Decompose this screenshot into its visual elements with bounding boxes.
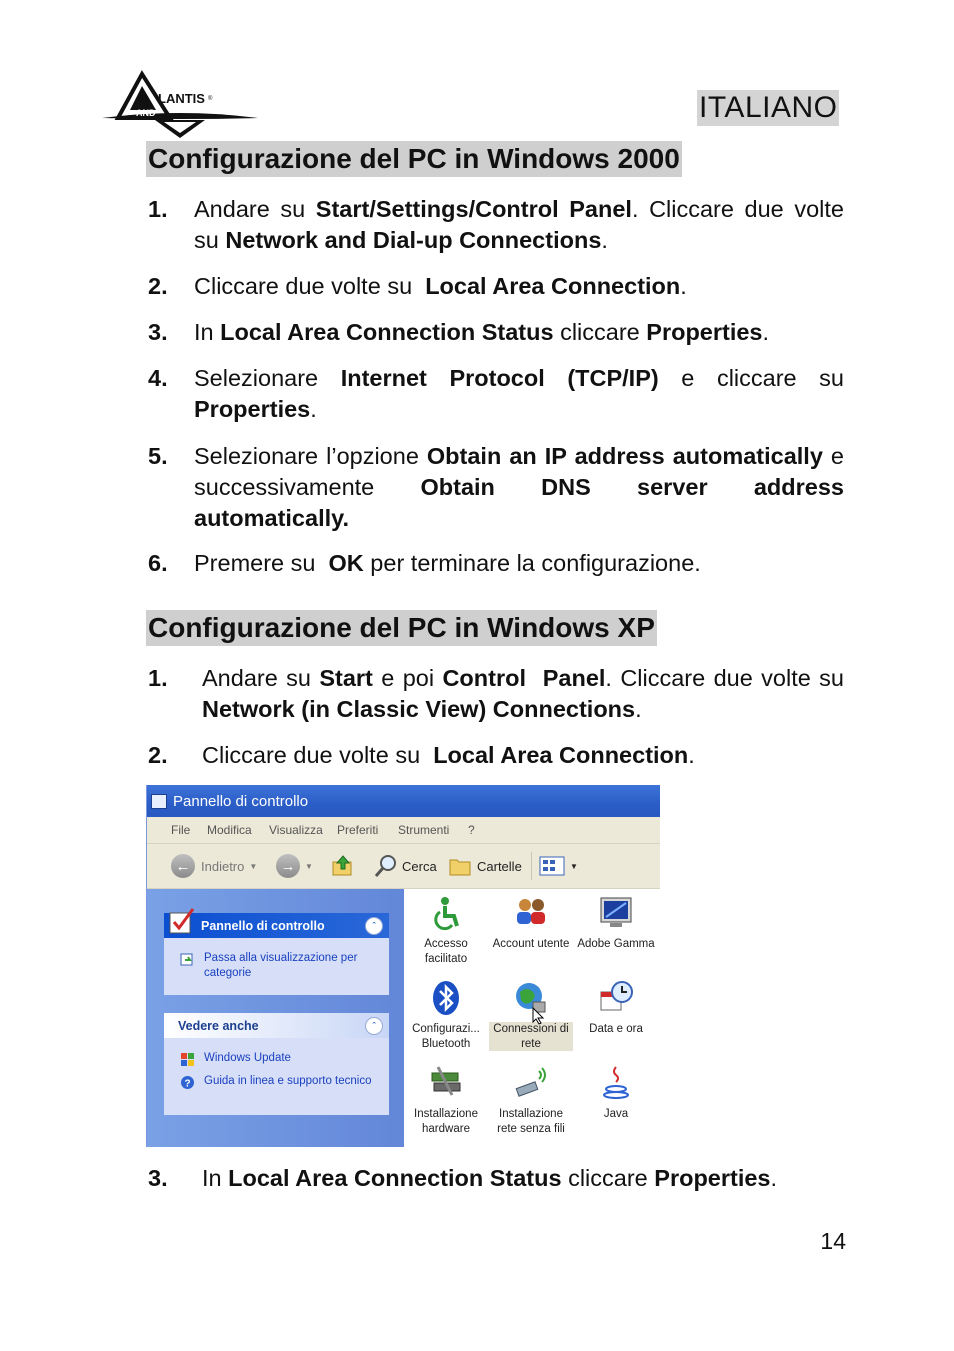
task-box-header[interactable]: Pannello di controllo ˆ bbox=[164, 913, 389, 938]
svg-text:®: ® bbox=[208, 96, 213, 102]
window-titlebar bbox=[147, 785, 660, 817]
help-support-link[interactable]: ? Guida in linea e supporto tecnico bbox=[164, 1074, 389, 1089]
date-time-icon bbox=[598, 980, 634, 1016]
switch-category-view-link[interactable]: Passa alla visualizzazione per categorie bbox=[164, 951, 389, 980]
add-hardware-item[interactable]: Installazione hardware bbox=[404, 1065, 488, 1136]
windows-update-icon bbox=[180, 1052, 195, 1067]
section-title-windows-2000: Configurazione del PC in Windows 2000 bbox=[146, 141, 682, 177]
collapse-chevron-icon[interactable]: ˆ bbox=[365, 917, 383, 935]
accessibility-icon bbox=[428, 895, 464, 931]
see-also-task-box bbox=[164, 1013, 389, 1115]
search-icon bbox=[373, 853, 399, 879]
chevron-down-icon: ▼ bbox=[249, 861, 258, 871]
user-accounts-item[interactable]: Account utente bbox=[489, 895, 573, 952]
search-button[interactable]: Cerca bbox=[373, 852, 437, 880]
menu-file[interactable]: File bbox=[171, 823, 191, 837]
control-panel-screenshot bbox=[146, 785, 660, 1147]
hardware-icon bbox=[428, 1065, 464, 1101]
xp-step-2: 2. Cliccare due volte su Local Area Connection. bbox=[148, 742, 695, 768]
java-item[interactable]: Java bbox=[574, 1065, 658, 1122]
mouse-pointer-icon bbox=[532, 1007, 544, 1025]
user-accounts-icon bbox=[513, 895, 549, 931]
toolbar-divider bbox=[531, 852, 532, 880]
w2000-step-3: 3. In Local Area Connection Status cliccare Properties. bbox=[148, 319, 770, 345]
window-title: Pannello di controllo bbox=[173, 793, 309, 810]
control-panel-task-box bbox=[164, 913, 389, 995]
help-icon bbox=[180, 1075, 195, 1090]
java-coffee-icon bbox=[598, 1065, 634, 1101]
up-folder-button[interactable] bbox=[331, 852, 355, 880]
w2000-step-2: 2. Cliccare due volte su Local Area Connection. bbox=[148, 273, 687, 299]
adobe-gamma-item[interactable]: Adobe Gamma bbox=[574, 895, 658, 952]
menu-help[interactable]: ? bbox=[468, 823, 475, 837]
svg-text:AND: AND bbox=[136, 108, 156, 118]
back-button[interactable]: ← Indietro ▼ bbox=[171, 852, 257, 880]
svg-text:LANTIS: LANTIS bbox=[158, 91, 205, 106]
network-connections-item[interactable]: Connessioni di rete bbox=[489, 980, 573, 1051]
atlantis-land-logo bbox=[100, 70, 260, 140]
page-number: 14 bbox=[820, 1228, 846, 1254]
menu-strumenti[interactable]: Strumenti bbox=[398, 823, 450, 837]
views-button[interactable] bbox=[539, 852, 578, 880]
see-also-header[interactable]: Vedere anche ˆ bbox=[164, 1013, 389, 1038]
menu-bar bbox=[147, 817, 660, 844]
task-pane bbox=[147, 889, 404, 1147]
folders-icon bbox=[448, 855, 472, 877]
date-time-item[interactable]: Data e ora bbox=[574, 980, 658, 1037]
views-icon bbox=[539, 855, 565, 877]
monitor-icon bbox=[598, 895, 634, 931]
folders-button[interactable]: Cartelle bbox=[448, 852, 522, 880]
w2000-step-5: 5. Selezionare l’opzione Obtain an IP address automatically e successivamente Obtain DNS server address automatically. bbox=[148, 443, 844, 531]
chevron-down-icon: ▼ bbox=[305, 861, 313, 871]
forward-arrow-icon: → bbox=[276, 854, 300, 878]
windows-update-link[interactable]: Windows Update bbox=[164, 1051, 389, 1066]
up-folder-icon bbox=[331, 854, 355, 878]
section-title-windows-xp: Configurazione del PC in Windows XP bbox=[146, 610, 657, 646]
control-panel-icon bbox=[151, 794, 167, 809]
back-arrow-icon: ← bbox=[171, 854, 195, 878]
control-panel-check-icon bbox=[168, 907, 196, 937]
forward-button[interactable] bbox=[276, 852, 313, 880]
w2000-step-4: 4. Selezionare Internet Protocol (TCP/IP) e cliccare su Properties. bbox=[148, 365, 844, 422]
svg-text:?: ? bbox=[184, 1078, 191, 1089]
collapse-chevron-icon[interactable]: ˆ bbox=[365, 1017, 383, 1035]
menu-visualizza[interactable]: Visualizza bbox=[269, 823, 323, 837]
xp-step-1: 1. Andare su Start e poi Control Panel. Cliccare due volte su Network (in Classic View) Connections. bbox=[148, 665, 844, 722]
menu-preferiti[interactable]: Preferiti bbox=[337, 823, 379, 837]
accessibility-item[interactable]: Accesso facilitato bbox=[404, 895, 488, 966]
chevron-down-icon: ▼ bbox=[570, 861, 578, 871]
w2000-step-1: 1. Andare su Start/Settings/Control Panel. Cliccare due volte su Network and Dial-up Connections. bbox=[148, 196, 844, 253]
menu-modifica[interactable]: Modifica bbox=[207, 823, 252, 837]
switch-view-icon bbox=[180, 952, 195, 967]
toolbar bbox=[147, 844, 660, 890]
language-label: ITALIANO bbox=[699, 91, 838, 124]
wireless-setup-item[interactable]: Installazione rete senza fili bbox=[489, 1065, 573, 1136]
wireless-network-icon bbox=[513, 1065, 549, 1101]
bluetooth-item[interactable]: Configurazi... Bluetooth bbox=[404, 980, 488, 1051]
w2000-step-6: 6. Premere su OK per terminare la configurazione. bbox=[148, 550, 701, 576]
xp-step-3: 3. In Local Area Connection Status cliccare Properties. bbox=[148, 1165, 778, 1191]
bluetooth-icon bbox=[428, 980, 464, 1016]
